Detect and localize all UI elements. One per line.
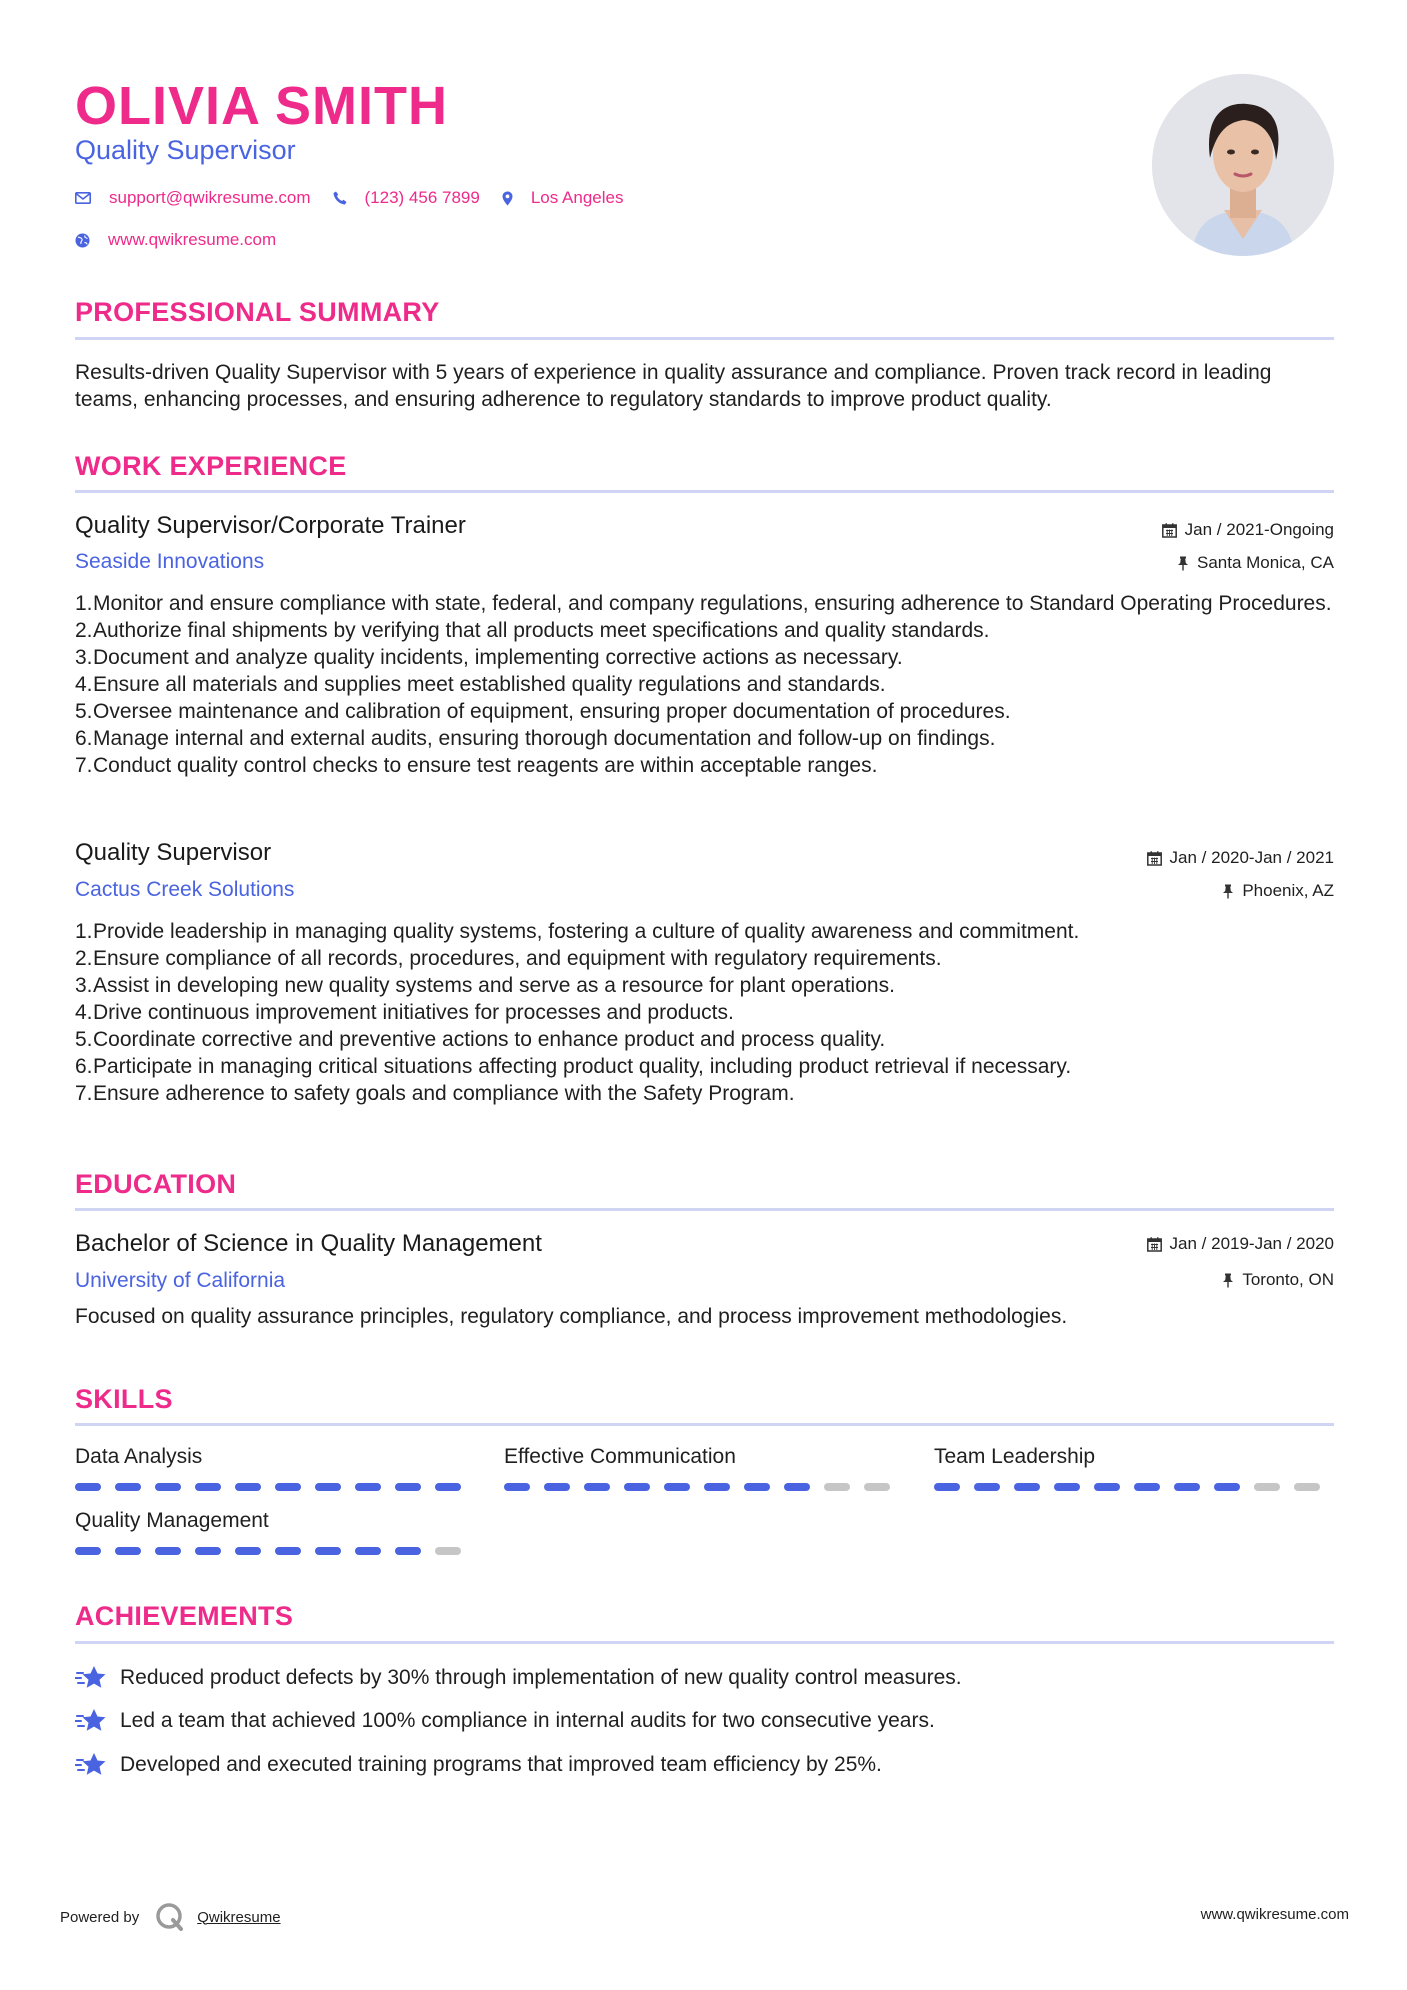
skill-level-dash-filled (584, 1483, 610, 1491)
achievement-item (75, 1751, 882, 1779)
contact-phone[interactable] (333, 188, 480, 208)
star-icon (75, 1707, 108, 1735)
footer-website[interactable]: www.qwikresume.com (1200, 1906, 1349, 1923)
job-title: Quality Supervisor (75, 839, 272, 866)
education-dates-text: Jan / 2019-Jan / 2020 (1169, 1234, 1334, 1253)
list-item: 5. Oversee maintenance and calibration of equipment, ensuring proper documentation of procedures. (75, 700, 1011, 723)
contact-location (502, 188, 624, 208)
list-item: 7. Ensure adherence to safety goals and compliance with the Safety Program. (75, 1082, 795, 1105)
pushpin-icon (1222, 1273, 1234, 1288)
skill-name: Team Leadership (934, 1445, 1096, 1468)
section-title-achievements: ACHIEVEMENTS (75, 1601, 294, 1631)
skill-level-dash-filled (235, 1547, 261, 1555)
email-text: support@qwikresume.com (109, 188, 311, 207)
website-text: www.qwikresume.com (108, 230, 277, 249)
phone-icon (333, 191, 347, 205)
company-name: Seaside Innovations (75, 550, 265, 573)
achievement-text: Reduced product defects by 30% through implementation of new quality control measures. (120, 1666, 962, 1689)
section-divider (75, 1641, 1334, 1644)
skill-level-dash-filled (1014, 1483, 1040, 1491)
skill-level-dash-empty (1294, 1483, 1320, 1491)
skill-level-dash-filled (75, 1547, 101, 1555)
candidate-role: Quality Supervisor (75, 135, 296, 165)
skill-level-dash-filled (275, 1547, 301, 1555)
list-item: 3. Document and analyze quality incidents, implementing corrective actions as necessary. (75, 646, 903, 669)
list-item: 3. Assist in developing new quality systems and serve as a resource for plant operations. (75, 974, 895, 997)
job-dates-text: Jan / 2021-Ongoing (1184, 520, 1334, 539)
job-title: Quality Supervisor/Corporate Trainer (75, 512, 466, 539)
education-dates (1147, 1233, 1334, 1255)
section-divider (75, 1423, 1334, 1426)
skill-level-dash-filled (934, 1483, 960, 1491)
education-description: Focused on quality assurance principles, regulatory compliance, and process improvement methodologies. (75, 1305, 1068, 1328)
section-title-education: EDUCATION (75, 1169, 237, 1199)
list-item: 6. Participate in managing critical situations affecting product quality, including product retrieval if necessary. (75, 1055, 1072, 1078)
job-responsibilities (75, 590, 1335, 779)
skill-level-dash-filled (544, 1483, 570, 1491)
list-item: 7. Conduct quality control checks to ensure test reagents are within acceptable ranges. (75, 754, 878, 777)
skill-item (934, 1443, 1334, 1491)
summary-text: Results-driven Quality Supervisor with 5 years of experience in quality assurance and compliance. Proven track record in leading teams, enhancing processes, and ensuring adherence to regulatory standards to improve product quality. (75, 361, 1272, 411)
job-dates (1162, 519, 1334, 541)
section-title-summary: PROFESSIONAL SUMMARY (75, 297, 440, 327)
school-name: University of California (75, 1269, 286, 1292)
skill-level-dash-filled (155, 1547, 181, 1555)
contact-row (75, 188, 645, 208)
company-name: Cactus Creek Solutions (75, 878, 295, 901)
skill-level-dash-filled (1174, 1483, 1200, 1491)
skill-level-dash-filled (115, 1547, 141, 1555)
candidate-name: OLIVIA SMITH (75, 76, 448, 136)
skill-name: Effective Communication (504, 1445, 736, 1468)
pushpin-icon (1222, 884, 1234, 899)
powered-by-label: Powered by (60, 1908, 140, 1926)
skill-level-dash-filled (235, 1483, 261, 1491)
skill-level-dash-filled (155, 1483, 181, 1491)
skill-level-dash-empty (1254, 1483, 1280, 1491)
skill-level-bar (504, 1483, 904, 1491)
list-item: 2. Authorize final shipments by verifying that all products meet specifications and quality standards. (75, 619, 990, 642)
list-item: 1. Monitor and ensure compliance with state, federal, and company regulations, ensuring adherence to Standard Operating Procedures. (75, 592, 1332, 615)
skill-level-dash-filled (624, 1483, 650, 1491)
map-pin-icon (502, 191, 513, 206)
section-divider (75, 490, 1334, 493)
achievement-text: Developed and executed training programs that improved team efficiency by 25%. (120, 1753, 882, 1776)
skill-level-dash-filled (1214, 1483, 1240, 1491)
skill-level-dash-filled (355, 1547, 381, 1555)
education-location-text: Toronto, ON (1242, 1270, 1334, 1289)
skill-level-dash-filled (1054, 1483, 1080, 1491)
contact-website[interactable] (75, 230, 276, 250)
skill-item (75, 1507, 475, 1555)
contact-email[interactable] (75, 188, 311, 208)
footer-powered-by (60, 1902, 281, 1932)
contact-row-website (75, 230, 298, 250)
qwikresume-link[interactable]: Qwikresume (197, 1908, 281, 1926)
skill-level-dash-filled (704, 1483, 730, 1491)
skill-level-dash-filled (355, 1483, 381, 1491)
skill-level-dash-filled (435, 1483, 461, 1491)
skill-level-dash-filled (395, 1483, 421, 1491)
phone-text: (123) 456 7899 (364, 188, 480, 207)
envelope-icon (75, 192, 91, 204)
achievement-text: Led a team that achieved 100% compliance in internal audits for two consecutive years. (120, 1709, 935, 1732)
degree-title: Bachelor of Science in Quality Management (75, 1230, 542, 1257)
skill-level-dash-empty (824, 1483, 850, 1491)
section-title-experience: WORK EXPERIENCE (75, 451, 347, 481)
skill-level-dash-filled (664, 1483, 690, 1491)
job-location (1222, 880, 1334, 902)
achievement-item (75, 1707, 935, 1735)
job-responsibilities (75, 918, 1335, 1107)
profile-photo (1152, 74, 1334, 256)
portrait-illustration (1152, 74, 1334, 256)
list-item: 1. Provide leadership in managing quality systems, fostering a culture of quality awareness and commitment. (75, 920, 1080, 943)
job-location-text: Phoenix, AZ (1242, 881, 1334, 900)
job-dates-text: Jan / 2020-Jan / 2021 (1169, 848, 1334, 867)
skill-level-dash-filled (75, 1483, 101, 1491)
calendar-icon (1147, 1237, 1162, 1252)
skill-level-dash-filled (275, 1483, 301, 1491)
list-item: 4. Ensure all materials and supplies meet established quality regulations and standards. (75, 673, 886, 696)
star-icon (75, 1664, 108, 1692)
education-location (1222, 1269, 1334, 1291)
calendar-icon (1147, 851, 1162, 866)
skill-level-dash-filled (115, 1483, 141, 1491)
skill-name: Data Analysis (75, 1445, 203, 1468)
globe-icon (75, 233, 90, 248)
skill-level-dash-filled (974, 1483, 1000, 1491)
skill-name: Quality Management (75, 1509, 269, 1532)
pushpin-icon (1177, 556, 1189, 571)
skill-level-dash-filled (1134, 1483, 1160, 1491)
list-item: 6. Manage internal and external audits, ensuring thorough documentation and follow-up on findings. (75, 727, 996, 750)
skill-level-dash-filled (395, 1547, 421, 1555)
list-item: 4. Drive continuous improvement initiatives for processes and products. (75, 1001, 734, 1024)
calendar-icon (1162, 523, 1177, 538)
skill-level-dash-filled (784, 1483, 810, 1491)
skill-item (75, 1443, 475, 1491)
section-divider (75, 1208, 1334, 1211)
job-location-text: Santa Monica, CA (1196, 553, 1334, 572)
section-divider (75, 337, 1334, 340)
qwikresume-logo-icon (155, 1902, 185, 1932)
skill-level-dash-empty (864, 1483, 890, 1491)
achievement-item (75, 1664, 962, 1692)
star-icon (75, 1751, 108, 1779)
section-title-skills: SKILLS (75, 1384, 173, 1414)
job-dates (1147, 847, 1334, 869)
skill-level-dash-filled (504, 1483, 530, 1491)
skill-level-dash-filled (315, 1547, 341, 1555)
skill-level-dash-filled (1094, 1483, 1120, 1491)
skill-level-dash-filled (195, 1547, 221, 1555)
skill-level-dash-empty (435, 1547, 461, 1555)
skill-level-bar (75, 1483, 475, 1491)
skill-level-bar (934, 1483, 1334, 1491)
skill-level-dash-filled (315, 1483, 341, 1491)
list-item: 2. Ensure compliance of all records, procedures, and equipment with regulatory requirements. (75, 947, 942, 970)
list-item: 5. Coordinate corrective and preventive actions to enhance product and process quality. (75, 1028, 886, 1051)
skill-level-dash-filled (195, 1483, 221, 1491)
job-location (1177, 552, 1334, 574)
skill-level-bar (75, 1547, 475, 1555)
location-text: Los Angeles (530, 188, 624, 207)
skill-item (504, 1443, 904, 1491)
skill-level-dash-filled (744, 1483, 770, 1491)
